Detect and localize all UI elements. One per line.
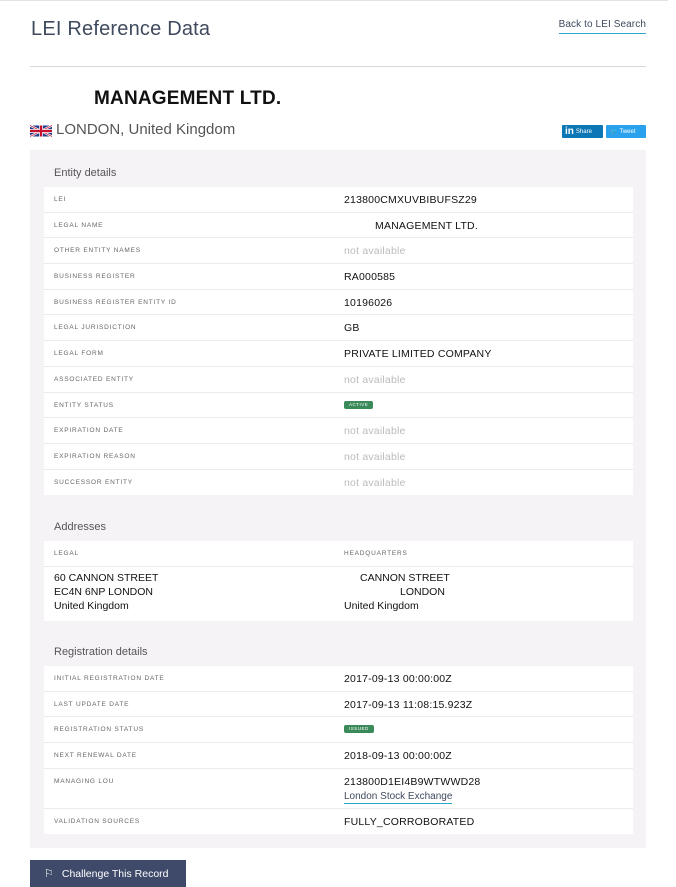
row-value: not available (344, 476, 406, 489)
row-value: RA000585 (344, 271, 396, 284)
table-row (44, 290, 633, 316)
entity-status-badge: ACTIVE (344, 401, 373, 409)
table-row (44, 264, 633, 290)
hq-address-line: United Kingdom (344, 600, 419, 612)
table-row (44, 187, 633, 213)
table-row (44, 393, 633, 419)
row-label: MANAGING LOU (54, 777, 115, 785)
row-label: NEXT RENEWAL DATE (54, 752, 137, 760)
twitter-tweet-label: Tweet (619, 128, 636, 135)
challenge-record-label: Challenge This Record (61, 867, 169, 880)
entity-details-table (44, 187, 633, 495)
table-row (44, 692, 633, 718)
row-value: not available (344, 373, 406, 386)
table-row (44, 470, 633, 496)
top-divider (0, 0, 668, 4)
row-value: not available (344, 245, 406, 258)
row-label: BUSINESS REGISTER ENTITY ID (54, 298, 177, 306)
row-label: EXPIRATION DATE (54, 427, 124, 435)
entity-details-title: Entity details (54, 167, 117, 179)
row-label: LEI (54, 196, 67, 203)
lei-value: 213800CMXUVBIBUFSZ29 (344, 194, 477, 206)
row-label: BUSINESS REGISTER (54, 273, 136, 281)
linkedin-share-button[interactable] (562, 125, 603, 138)
registration-details-table (44, 666, 633, 834)
row-value: 2017-09-13 11:08:15.923Z (344, 698, 473, 711)
table-row (44, 769, 633, 809)
row-label: INITIAL REGISTRATION DATE (54, 675, 165, 682)
table-row (44, 666, 633, 692)
table-row (44, 315, 633, 341)
row-label: SUCCESSOR ENTITY (54, 478, 133, 486)
legal-name-value: MANAGEMENT LTD. (375, 219, 478, 232)
row-value: not available (344, 425, 406, 438)
entity-location: LONDON, United Kingdom (56, 121, 236, 138)
legal-address-line: 60 CANNON STREET (54, 572, 159, 584)
table-row (44, 717, 633, 743)
linkedin-icon: in (565, 126, 574, 137)
row-label: LAST UPDATE DATE (54, 700, 130, 708)
row-value: not available (344, 450, 406, 463)
hq-address-line: LONDON (400, 586, 445, 598)
page-title: LEI Reference Data (31, 18, 211, 40)
row-label: EXPIRATION REASON (54, 452, 136, 460)
row-label: ASSOCIATED ENTITY (54, 375, 134, 383)
hq-address-label: HEADQUARTERS (344, 550, 408, 557)
row-label: ENTITY STATUS (54, 401, 114, 409)
entity-name: MANAGEMENT LTD. (94, 88, 282, 109)
uk-flag-icon (30, 124, 52, 138)
address-divider (44, 566, 633, 567)
flag-icon: ⚐ (44, 868, 54, 880)
row-label: OTHER ENTITY NAMES (54, 247, 141, 255)
legal-address-label: LEGAL (54, 550, 79, 557)
header-divider (30, 66, 646, 67)
row-label: VALIDATION SOURCES (54, 817, 141, 825)
row-value: PRIVATE LIMITED COMPANY (344, 348, 492, 361)
addresses-table (44, 541, 633, 621)
table-row (44, 341, 633, 367)
legal-address-line: United Kingdom (54, 600, 129, 612)
row-value: FULLY_CORROBORATED (344, 815, 475, 828)
back-to-search-link[interactable]: Back to LEI Search (559, 19, 646, 34)
registration-status-badge: ISSUED (344, 725, 374, 733)
challenge-record-button[interactable] (30, 860, 186, 887)
row-label: LEGAL JURISDICTION (54, 324, 137, 332)
row-value: 2017-09-13 00:00:00Z (344, 673, 452, 685)
table-row (44, 809, 633, 835)
table-row (44, 418, 633, 444)
addresses-title: Addresses (54, 521, 106, 533)
twitter-tweet-button[interactable] (606, 125, 646, 138)
table-row (44, 367, 633, 393)
twitter-icon: 🐦 (610, 129, 618, 135)
legal-address-line: EC4N 6NP LONDON (54, 586, 154, 598)
registration-details-title: Registration details (54, 646, 148, 658)
table-row (44, 213, 633, 239)
hq-address-line: CANNON STREET (360, 572, 450, 584)
table-row (44, 238, 633, 264)
row-value: GB (344, 322, 360, 335)
row-label: REGISTRATION STATUS (54, 726, 144, 734)
row-value: 10196026 (344, 296, 393, 309)
row-value: 213800D1EI4B9WTWWD28 (344, 775, 481, 788)
linkedin-share-label: Share (575, 128, 592, 135)
managing-lou-link[interactable]: London Stock Exchange (344, 790, 453, 802)
row-value: 2018-09-13 00:00:00Z (344, 750, 452, 763)
table-row (44, 444, 633, 470)
row-label: LEGAL NAME (54, 221, 104, 229)
row-label: LEGAL FORM (54, 350, 104, 358)
table-row (44, 743, 633, 769)
